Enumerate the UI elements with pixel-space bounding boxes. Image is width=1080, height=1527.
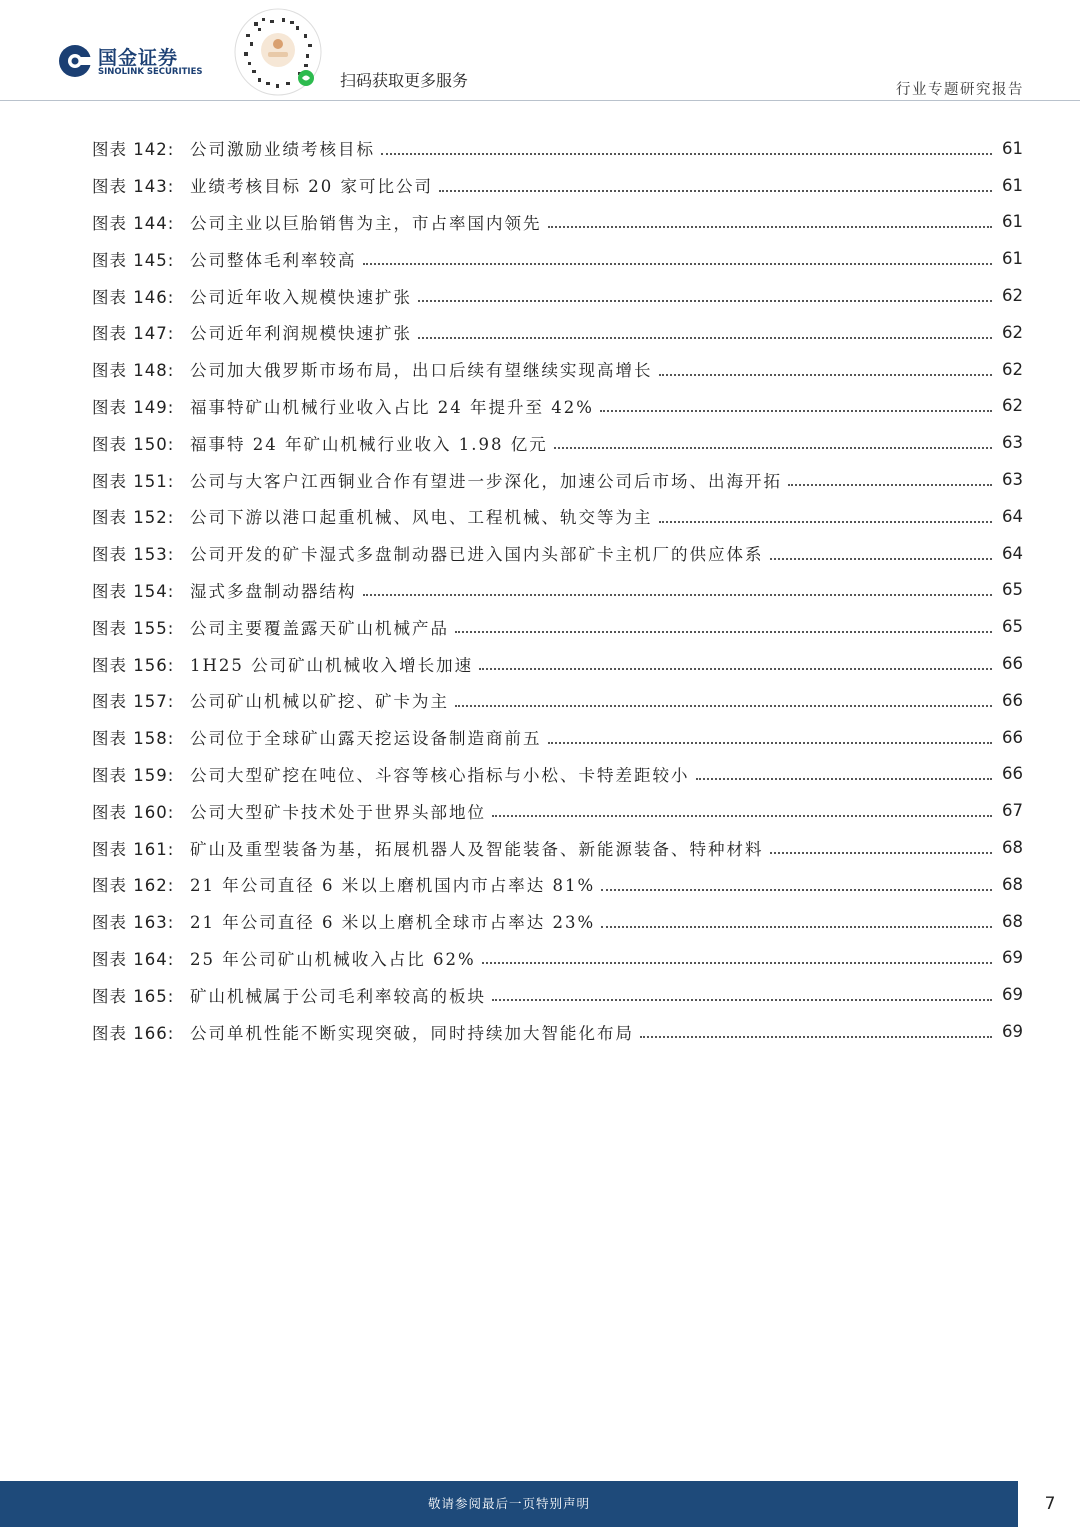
page-header — [0, 0, 1080, 102]
toc-dot-leader — [363, 593, 993, 596]
toc-entry-page: 64 — [1002, 543, 1023, 563]
toc-entry-title: 公司位于全球矿山露天挖运设备制造商前五 — [190, 729, 542, 749]
toc-entry-title: 湿式多盘制动器结构 — [190, 581, 357, 601]
header-divider — [0, 100, 1080, 101]
toc-entry-title: 公司主要覆盖露天矿山机械产品 — [190, 618, 449, 638]
toc-dot-leader — [659, 373, 993, 376]
toc-entry-title: 公司开发的矿卡湿式多盘制动器已进入国内头部矿卡主机厂的供应体系 — [190, 545, 764, 565]
toc-entry-page: 61 — [1002, 138, 1023, 158]
brand-name-en: SINOLINK SECURITIES — [98, 67, 203, 77]
toc-entry-title: 公司矿山机械以矿挖、矿卡为主 — [190, 692, 449, 712]
sinolink-logo — [58, 42, 218, 82]
toc-entry[interactable] — [92, 167, 1022, 204]
toc-entry-page: 68 — [1002, 911, 1023, 931]
table-of-figures — [92, 130, 1022, 1050]
toc-entry-label: 图表 144: — [92, 213, 175, 233]
toc-entry-title: 矿山及重型装备为基，拓展机器人及智能装备、新能源装备、特种材料 — [190, 839, 764, 859]
toc-entry-page: 68 — [1002, 874, 1023, 894]
toc-entry[interactable] — [92, 572, 1022, 609]
toc-entry-label: 图表 151: — [92, 471, 175, 491]
toc-dot-leader — [482, 961, 992, 964]
toc-dot-leader — [492, 998, 992, 1001]
toc-entry-title: 21 年公司直径 6 米以上磨机全球市占率达 23% — [190, 913, 596, 933]
toc-entry-title: 21 年公司直径 6 米以上磨机国内市占率达 81% — [190, 876, 596, 896]
toc-dot-leader — [601, 925, 992, 928]
toc-entry[interactable] — [92, 388, 1022, 425]
toc-entry-title: 公司整体毛利率较高 — [190, 250, 357, 270]
toc-entry-title: 福事特矿山机械行业收入占比 24 年提升至 42% — [190, 397, 594, 417]
toc-entry-title: 25 年公司矿山机械收入占比 62% — [190, 949, 476, 969]
toc-entry-page: 61 — [1002, 249, 1023, 269]
toc-dot-leader — [548, 741, 993, 744]
toc-entry-label: 图表 161: — [92, 839, 175, 859]
toc-entry-page: 69 — [1002, 1022, 1023, 1042]
toc-dot-leader — [418, 336, 992, 339]
toc-entry-title: 公司主业以巨胎销售为主，市占率国内领先 — [190, 213, 542, 233]
toc-entry[interactable] — [92, 976, 1022, 1013]
toc-entry[interactable] — [92, 829, 1022, 866]
toc-entry-page: 69 — [1002, 948, 1023, 968]
toc-entry[interactable] — [92, 535, 1022, 572]
qr-caption: 扫码获取更多服务 — [340, 71, 469, 90]
toc-entry-label: 图表 142: — [92, 140, 175, 160]
toc-entry-title: 公司近年利润规模快速扩张 — [190, 324, 412, 344]
toc-dot-leader — [455, 704, 992, 707]
toc-dot-leader — [696, 777, 993, 780]
toc-entry-label: 图表 159: — [92, 765, 175, 785]
toc-entry-label: 图表 154: — [92, 581, 175, 601]
toc-entry-page: 66 — [1002, 764, 1023, 784]
toc-entry-page: 61 — [1002, 212, 1023, 232]
toc-dot-leader — [788, 483, 992, 486]
toc-entry[interactable] — [92, 314, 1022, 351]
toc-entry-label: 图表 148: — [92, 361, 175, 381]
toc-entry[interactable] — [92, 1013, 1022, 1050]
toc-entry[interactable] — [92, 240, 1022, 277]
toc-entry-page: 66 — [1002, 690, 1023, 710]
toc-entry[interactable] — [92, 498, 1022, 535]
toc-entry-page: 62 — [1002, 359, 1023, 379]
toc-entry[interactable] — [92, 608, 1022, 645]
toc-entry[interactable] — [92, 903, 1022, 940]
toc-entry-label: 图表 146: — [92, 287, 175, 307]
toc-entry-page: 69 — [1002, 985, 1023, 1005]
toc-entry-title: 1H25 公司矿山机械收入增长加速 — [190, 655, 474, 675]
toc-dot-leader — [455, 630, 992, 633]
toc-entry-label: 图表 164: — [92, 949, 175, 969]
toc-entry-label: 图表 157: — [92, 692, 175, 712]
toc-entry-page: 62 — [1002, 322, 1023, 342]
footer-notice: 敬请参阅最后一页特别声明 — [427, 1496, 590, 1511]
toc-entry[interactable] — [92, 719, 1022, 756]
toc-entry[interactable] — [92, 940, 1022, 977]
toc-entry-label: 图表 152: — [92, 508, 175, 528]
toc-dot-leader — [492, 814, 992, 817]
toc-entry-page: 63 — [1002, 470, 1023, 490]
toc-dot-leader — [770, 557, 993, 560]
toc-entry[interactable] — [92, 645, 1022, 682]
toc-dot-leader — [601, 888, 992, 891]
toc-entry-label: 图表 156: — [92, 655, 175, 675]
toc-entry-label: 图表 143: — [92, 177, 175, 197]
page-footer — [0, 1481, 1080, 1527]
toc-entry-label: 图表 153: — [92, 545, 175, 565]
toc-dot-leader — [548, 225, 993, 228]
toc-entry-label: 图表 147: — [92, 324, 175, 344]
toc-entry-page: 61 — [1002, 175, 1023, 195]
report-type: 行业专题研究报告 — [896, 82, 1024, 98]
toc-entry-page: 62 — [1002, 396, 1023, 416]
toc-dot-leader — [363, 262, 993, 265]
toc-entry[interactable] — [92, 792, 1022, 829]
toc-entry-page: 66 — [1002, 727, 1023, 747]
toc-entry[interactable] — [92, 424, 1022, 461]
toc-dot-leader — [381, 152, 992, 155]
toc-entry-page: 66 — [1002, 654, 1023, 674]
toc-entry-label: 图表 162: — [92, 876, 175, 896]
toc-entry-label: 图表 158: — [92, 729, 175, 749]
toc-entry-title: 矿山机械属于公司毛利率较高的板块 — [190, 986, 486, 1006]
toc-entry[interactable] — [92, 866, 1022, 903]
toc-entry[interactable] — [92, 461, 1022, 498]
toc-entry-title: 公司加大俄罗斯市场布局，出口后续有望继续实现高增长 — [190, 361, 653, 381]
toc-entry-label: 图表 149: — [92, 397, 175, 417]
toc-entry[interactable] — [92, 277, 1022, 314]
toc-entry-title: 公司单机性能不断实现突破，同时持续加大智能化布局 — [190, 1023, 634, 1043]
toc-entry[interactable] — [92, 756, 1022, 793]
toc-entry-label: 图表 155: — [92, 618, 175, 638]
toc-entry-label: 图表 150: — [92, 434, 175, 454]
toc-dot-leader — [439, 189, 992, 192]
toc-entry-page: 64 — [1002, 506, 1023, 526]
page-number: 7 — [1044, 1494, 1056, 1514]
toc-entry-label: 图表 165: — [92, 986, 175, 1006]
toc-entry-page: 65 — [1002, 617, 1023, 637]
toc-entry-title: 公司与大客户江西铜业合作有望进一步深化，加速公司后市场、出海开拓 — [190, 471, 782, 491]
toc-entry[interactable] — [92, 682, 1022, 719]
toc-entry-title: 业绩考核目标 20 家可比公司 — [190, 177, 433, 197]
toc-entry-label: 图表 145: — [92, 250, 175, 270]
toc-dot-leader — [554, 446, 992, 449]
toc-entry-label: 图表 163: — [92, 913, 175, 933]
toc-entry-title: 公司激励业绩考核目标 — [190, 140, 375, 160]
toc-entry-title: 公司下游以港口起重机械、风电、工程机械、轨交等为主 — [190, 508, 653, 528]
toc-dot-leader — [659, 520, 993, 523]
toc-entry[interactable] — [92, 204, 1022, 241]
toc-entry-label: 图表 160: — [92, 802, 175, 822]
toc-dot-leader — [479, 667, 992, 670]
toc-dot-leader — [770, 851, 993, 854]
toc-entry[interactable] — [92, 130, 1022, 167]
toc-entry-label: 图表 166: — [92, 1023, 175, 1043]
sinolink-logo-icon — [58, 44, 92, 78]
toc-entry-title: 公司大型矿挖在吨位、斗容等核心指标与小松、卡特差距较小 — [190, 765, 690, 785]
toc-dot-leader — [600, 409, 992, 412]
toc-entry-page: 65 — [1002, 580, 1023, 600]
toc-entry-page: 62 — [1002, 286, 1023, 306]
toc-entry[interactable] — [92, 351, 1022, 388]
toc-dot-leader — [640, 1035, 992, 1038]
toc-entry-title: 公司近年收入规模快速扩张 — [190, 287, 412, 307]
brand-name-cn: 国金证券 — [98, 47, 179, 69]
toc-dot-leader — [418, 299, 992, 302]
qr-code-icon[interactable] — [234, 8, 322, 96]
toc-entry-page: 68 — [1002, 838, 1023, 858]
toc-entry-title: 公司大型矿卡技术处于世界头部地位 — [190, 802, 486, 822]
toc-entry-page: 67 — [1002, 801, 1023, 821]
toc-entry-page: 63 — [1002, 433, 1023, 453]
toc-entry-title: 福事特 24 年矿山机械行业收入 1.98 亿元 — [190, 434, 548, 454]
